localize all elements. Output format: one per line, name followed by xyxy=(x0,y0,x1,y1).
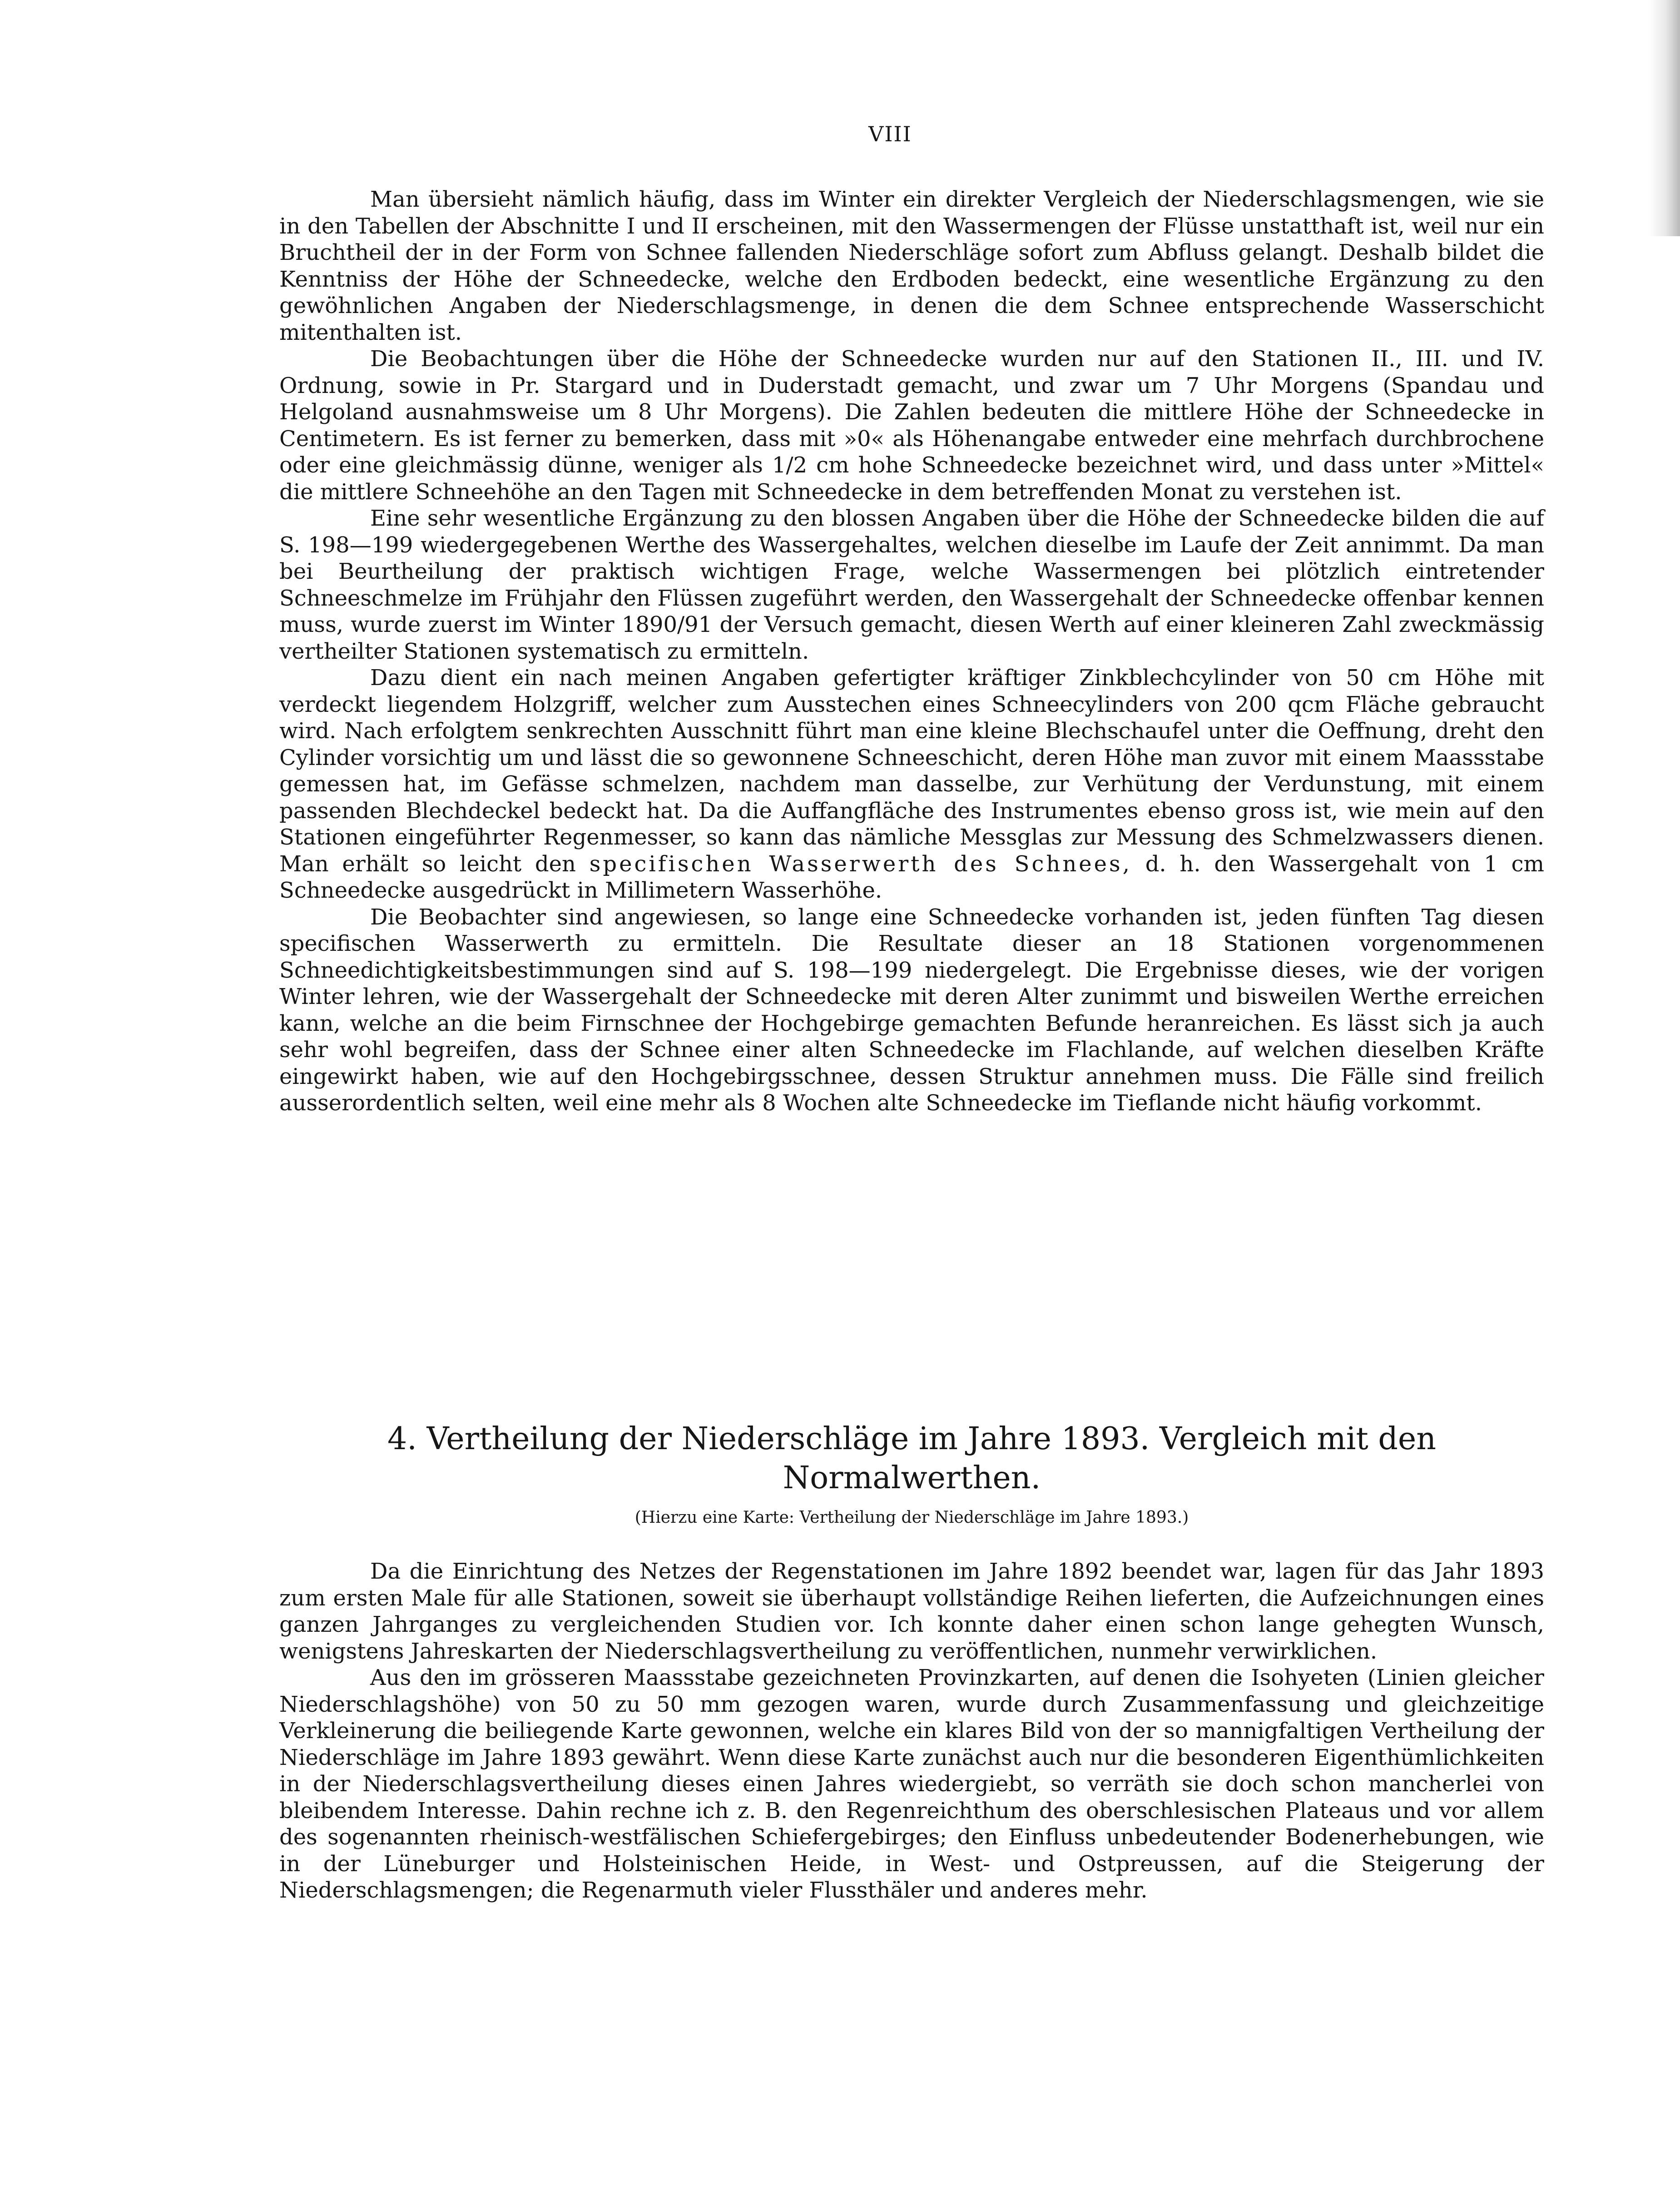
paragraph-zinc-cylinder-part2: d. h. den Wassergehalt von 1 cm Schneedecke ausgedrückt in Millimetern Wasserhöhe. xyxy=(279,851,1544,903)
paragraph-zinc-cylinder-part1: Dazu dient ein nach meinen Angaben gefertigter kräftiger Zinkblechcylinder von 50 cm Höhe mit verdeckt liegendem Holzgriff, welcher zum Ausstechen eines Schneecylinders von 200 qcm Fläche gebraucht wird. Nach erfolgtem senkrechten Ausschnitt führt man eine kleine Blechschaufel unter die Oeffnung, dreht den Cylinder vorsichtig um und lässt die so gewonnene Schneeschicht, deren Höhe man zuvor mit einem Maassstabe gemessen hat, im Gefässe schmelzen, nachdem man dasselbe, zur Verhütung der Verdunstung, mit einem passenden Blechdeckel bedeckt hat. Da die Auffangfläche des Instrumentes ebenso gross ist, wie mein auf den Stationen eingeführter Regenmesser, so kann das nämliche Messglas zur Messung des Schmelzwassers dienen. Man erhält so leicht den xyxy=(279,665,1544,877)
section-heading-line1: 4. Vertheilung der Niederschläge im Jahre 1893. Vergleich mit den xyxy=(387,1421,1436,1457)
section-heading xyxy=(279,1420,1544,1498)
section-heading-line2: Normalwerthen. xyxy=(783,1460,1041,1496)
spaced-term-water-value: specifischen Wasserwerth des Schnees, xyxy=(589,851,1132,877)
section-map-note: (Hierzu eine Karte: Vertheilung der Niederschläge im Jahre 1893.) xyxy=(634,1508,1189,1527)
paragraph-isohyet-map: Aus den im grösseren Maassstabe gezeichneten Provinzkarten, auf denen die Isohyeten (Linien gleicher Niederschlagshöhe) von 50 zu 50 mm gezogen waren, wurde durch Zusammenfassung und gleichzeitige Verkleinerung die beiliegende Karte gewonnen, welche ein klares Bild von der so mannigfaltigen Vertheilung der Niederschläge im Jahre 1893 gewährt. Wenn diese Karte zunächst auch nur die besonderen Eigenthümlichkeiten in der Niederschlagsvertheilung dieses einen Jahres wiedergiebt, so verräth sie doch schon mancherlei von bleibendem Interesse. Dahin rechne ich z. B. den Regenreichthum des oberschlesischen Plateaus und vor allem des sogenannten rheinisch-westfälischen Schiefergebirges; den Einfluss unbedeutender Bodenerhebungen, wie in der Lüneburger und Holsteinischen Heide, in West- und Ostpreussen, auf die Steigerung der Niederschlagsmengen; die Regenarmuth vieler Flussthäler und anderes mehr. xyxy=(279,1665,1544,1903)
paragraph-zinc-cylinder xyxy=(279,665,1544,904)
paragraph-network-completion: Da die Einrichtung des Netzes der Regenstationen im Jahre 1892 beendet war, lagen für das Jahr 1893 zum ersten Male für alle Stationen, soweit sie überhaupt vollständige Reihen lieferten, die Aufzeichnungen eines ganzen Jahrganges zu vergleichenden Studien vor. Ich konnte daher einen schon lange gehegten Wunsch, wenigstens Jahreskarten der Niederschlagsvertheilung zu veröffentlichen, nunmehr verwirklichen. xyxy=(279,1559,1544,1664)
paragraph-water-content: Eine sehr wesentliche Ergänzung zu den blossen Angaben über die Höhe der Schneedecke bilden die auf S. 198—199 wiedergegebenen Werthe des Wassergehaltes, welchen dieselbe im Laufe der Zeit annimmt. Da man bei Beurtheilung der praktisch wichtigen Frage, welche Wassermengen bei plötzlich eintretender Schneeschmelze im Frühjahr den Flüssen zugeführt werden, den Wassergehalt der Schneedecke offenbar kennen muss, wurde zuerst im Winter 1890/91 der Versuch gemacht, diesen Werth auf einer kleineren Zahl zweckmässig vertheilter Stationen systematisch zu ermitteln. xyxy=(279,506,1544,664)
top-section xyxy=(279,186,1544,1117)
paragraph-snow-observations: Die Beobachtungen über die Höhe der Schneedecke wurden nur auf den Stationen II., III. und IV. Ordnung, sowie in Pr. Stargard und in Duderstadt gemacht, und zwar um 7 Uhr Morgens (Spandau und Helgoland ausnahmsweise um 8 Uhr Morgens). Die Zahlen bedeuten die mittlere Höhe der Schneedecke in Centimetern. Es ist ferner zu bemerken, dass mit »0« als Höhenangabe entweder eine mehrfach durchbrochene oder eine gleichmässig dünne, weniger als 1/2 cm hohe Schneedecke bezeichnet wird, und dass unter »Mittel« die mittlere Schneehöhe an den Tagen mit Schneedecke in dem betreffenden Monat zu verstehen ist. xyxy=(279,346,1544,505)
section4-body xyxy=(279,1558,1544,1904)
page-edge-shadow xyxy=(1648,0,1680,236)
paragraph-snow-cover-importance: Man übersieht nämlich häufig, dass im Winter ein direkter Vergleich der Niederschlagsmengen, wie sie in den Tabellen der Abschnitte I und II erscheinen, mit den Wassermengen der Flüsse unstatthaft ist, weil nur ein Bruchtheil der in der Form von Schnee fallenden Niederschläge sofort zum Abfluss gelangt. Deshalb bildet die Kenntniss der Höhe der Schneedecke, welche den Erdboden bedeckt, eine wesentliche Ergänzung zu den gewöhnlichen Angaben der Niederschlagsmenge, in denen die dem Schnee entsprechende Wasserschicht mitenthalten ist. xyxy=(279,187,1544,345)
paragraph-observer-instructions: Die Beobachter sind angewiesen, so lange eine Schneedecke vorhanden ist, jeden fünften Tag diesen specifischen Wasserwerth zu ermitteln. Die Resultate dieser an 18 Stationen vorgenommenen Schneedichtigkeitsbestimmungen sind auf S. 198—199 niedergelegt. Die Ergebnisse dieses, wie der vorigen Winter lehren, wie der Wassergehalt der Schneedecke mit deren Alter zunimmt und bisweilen Werthe erreichen kann, welche an die beim Firnschnee der Hochgebirge gemachten Befunde heranreichen. Es lässt sich ja auch sehr wohl begreifen, dass der Schnee einer alten Schneedecke im Flachlande, auf welchen dieselben Kräfte eingewirkt haben, wie auf den Hochgebirgsschnee, dessen Struktur annehmen muss. Die Fälle sind freilich ausserordentlich selten, weil eine mehr als 8 Wochen alte Schneedecke im Tieflande nicht häufig vorkommt. xyxy=(279,904,1544,1116)
page-number: VIII xyxy=(868,122,912,146)
